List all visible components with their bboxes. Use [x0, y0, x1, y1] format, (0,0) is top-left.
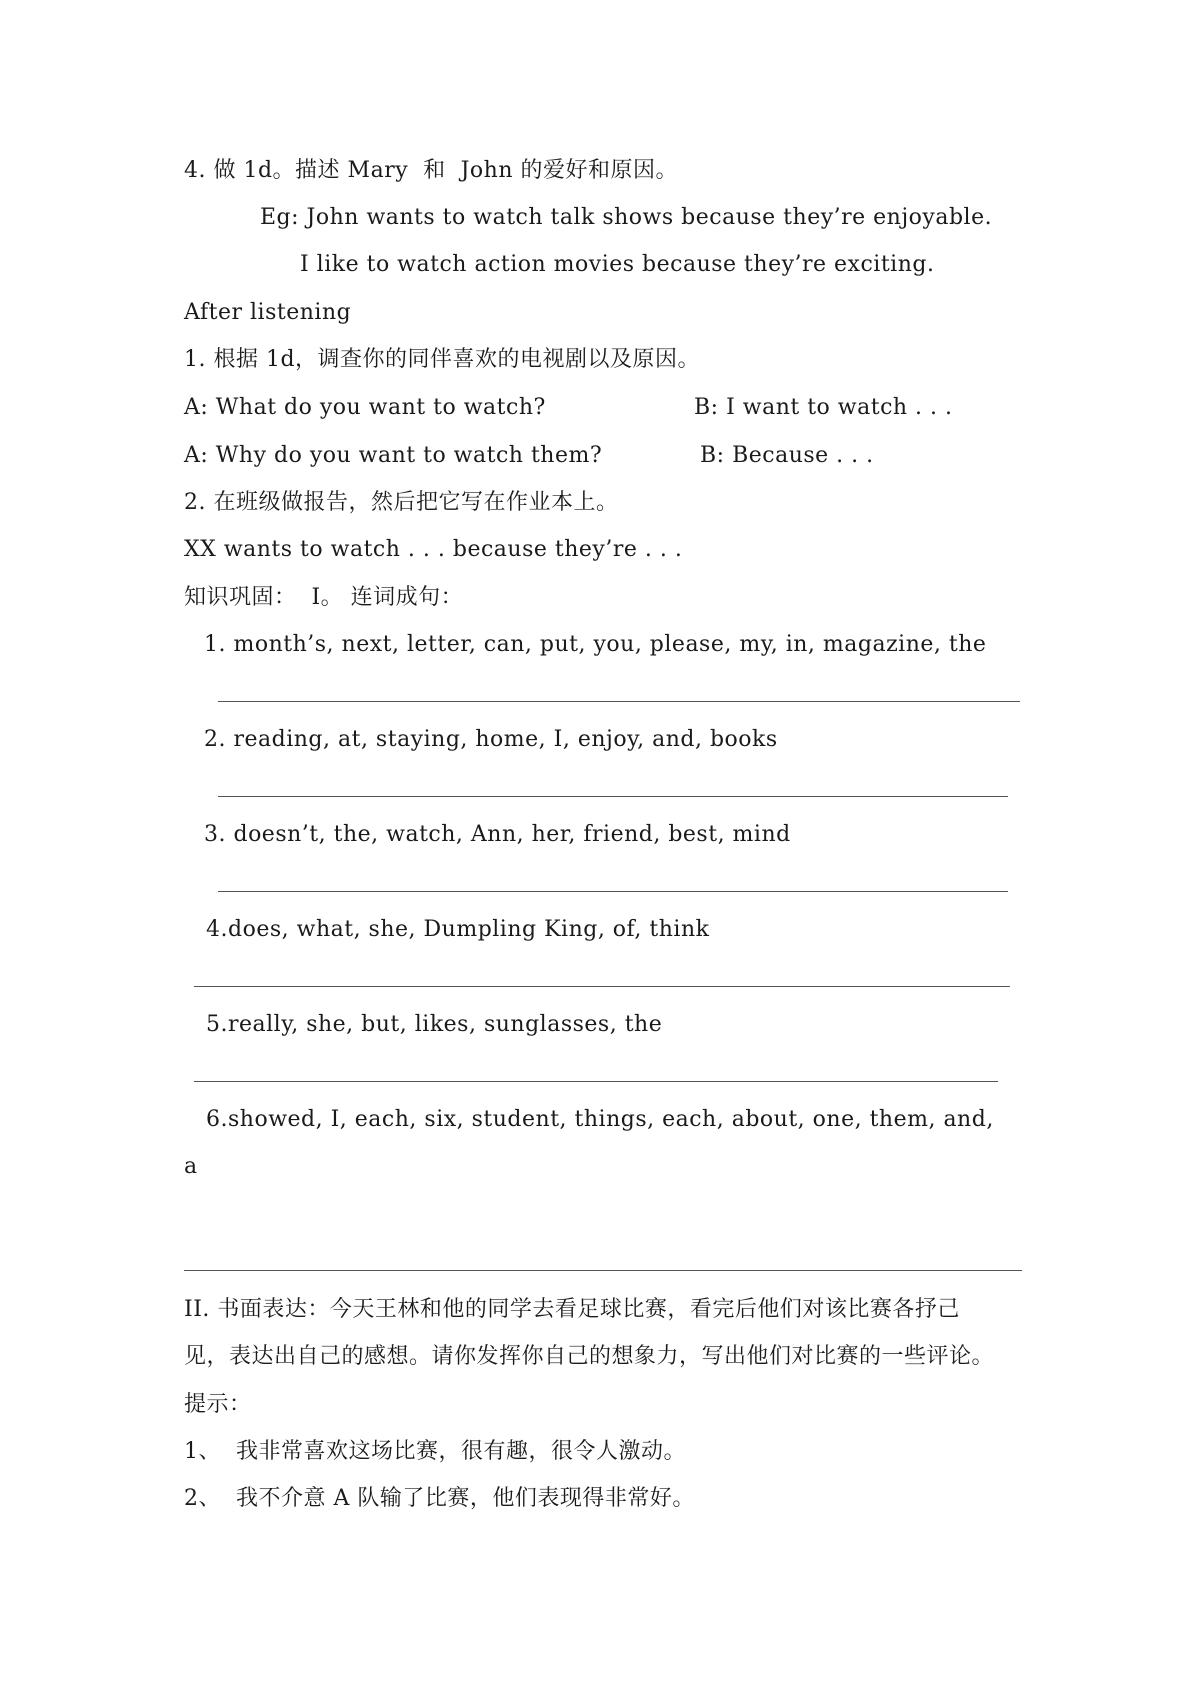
sentence-item-6-continued: a [184, 1154, 198, 1179]
answer-line-4 [194, 986, 1010, 987]
hint-item-2: 2、 我不介意 A 队输了比赛，他们表现得非常好。 [184, 1486, 695, 1511]
example-sentence-1: Eg: John wants to watch talk shows because they’re enjoyable. [260, 205, 993, 230]
after-listening-item-1: 1. 根据 1d，调查你的同伴喜欢的电视剧以及原因。 [184, 347, 701, 372]
sentence-item-5: 5.really, she, but, likes, sunglasses, the [206, 1012, 663, 1037]
answer-line-2 [218, 796, 1008, 797]
hint-label: 提示： [184, 1392, 252, 1417]
after-listening-item-2: 2. 在班级做报告，然后把它写在作业本上。 [184, 490, 619, 515]
example-sentence-2: I like to watch action movies because they’re exciting. [300, 252, 935, 277]
dialog-line-b-1: B: I want to watch . . . [694, 395, 953, 420]
sentence-item-6: 6.showed, I, each, six, student, things, each, about, one, them, and, [206, 1107, 994, 1132]
answer-line-3 [218, 891, 1008, 892]
answer-line-1 [218, 701, 1020, 702]
writing-prompt-line-2: 见，表达出自己的感想。请你发挥你自己的想象力，写出他们对比赛的一些评论。 [184, 1344, 995, 1369]
report-template: XX wants to watch . . . because they’re . . . [184, 537, 683, 562]
sentence-item-4: 4.does, what, she, Dumpling King, of, think [206, 917, 710, 942]
dialog-line-b-2: B: Because . . . [700, 443, 874, 468]
hint-item-1: 1、 我非常喜欢这场比赛，很有趣，很令人激动。 [184, 1439, 686, 1464]
sentence-item-1: 1. month’s, next, letter, can, put, you, please, my, in, magazine, the [204, 632, 987, 657]
sentence-item-2: 2. reading, at, staying, home, I, enjoy, and, books [204, 727, 778, 752]
sentence-item-3: 3. doesn’t, the, watch, Ann, her, friend, best, mind [204, 822, 791, 847]
consolidation-title: 知识巩固： Ⅰ。 连词成句： [184, 585, 464, 610]
dialog-line-a-2: A: Why do you want to watch them? [184, 443, 603, 468]
after-listening-title: After listening [184, 300, 352, 325]
answer-line-5 [194, 1081, 998, 1082]
answer-line-6 [184, 1270, 1022, 1271]
dialog-line-a-1: A: What do you want to watch? [184, 395, 546, 420]
section4-heading: 4. 做 1d。描述 Mary 和 John 的爱好和原因。 [184, 158, 679, 183]
writing-prompt-line-1: II. 书面表达：今天王林和他的同学去看足球比赛，看完后他们对该比赛各抒己 [184, 1297, 960, 1322]
